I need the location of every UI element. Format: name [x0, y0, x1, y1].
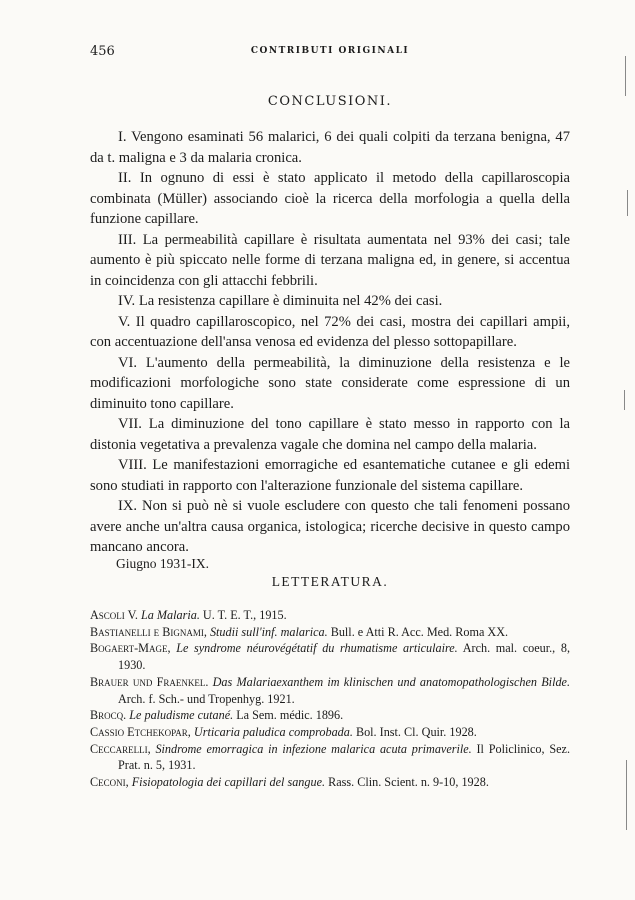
reference-entry: [90, 640, 570, 673]
scan-edge-mark: [624, 390, 625, 410]
conclusion-paragraph: V. Il quadro capillaroscopico, nel 72% dei casi, mostra dei capillari ampii, con accentuazione dell'ansa venosa ed evidenza del plesso sottopapillare.: [90, 313, 570, 350]
date-line: Giugno 1931-IX.: [116, 556, 209, 571]
scan-edge-mark: [626, 760, 627, 830]
reference-title: Le syndrome néurovégétatif du rhumatisme articulaire.: [176, 641, 458, 656]
reference-author: Brocq.: [90, 708, 127, 723]
conclusion-paragraph: III. La permeabilità capillare è risultata aumentata nel 93% dei casi; tale aumento è più spiccato nelle forme di terzana maligna ed, in genere, si accentua in coincidenza con gli attacchi febbrili.: [90, 231, 570, 289]
conclusions-list: [90, 127, 570, 558]
reference-title: Le paludisme cutané.: [129, 708, 234, 723]
reference-title: La Malaria.: [140, 608, 200, 622]
reference-author: Ceccarelli,: [90, 741, 151, 756]
reference-entry: [90, 707, 570, 724]
literature-title: LETTERATURA.: [271, 574, 389, 589]
running-title: CONTRIBUTI ORIGINALI: [250, 46, 410, 56]
reference-author: Ceconi,: [90, 775, 129, 790]
conclusion-paragraph: I. Vengono esaminati 56 malarici, 6 dei quali colpiti da terzana benigna, 47 da t. maligna e 3 da malaria cronica.: [90, 129, 570, 166]
reference-entry: [90, 774, 570, 791]
reference-author: Brauer und Fraenkel.: [90, 674, 209, 689]
reference-entry: [90, 607, 570, 624]
page-number: 456: [90, 44, 115, 59]
reference-source: Arch. f. Sch.- und Tropenhyg. 1921.: [118, 691, 295, 706]
reference-entry: [90, 624, 570, 641]
reference-title: Sindrome emorragica in infezione malarica acuta primaverile.: [155, 741, 472, 756]
reference-source: La Sem. médic. 1896.: [236, 708, 344, 723]
reference-entry: [90, 724, 570, 741]
conclusion-paragraph: IV. La resistenza capillare è diminuita nel 42% dei casi.: [118, 293, 443, 309]
reference-title: Studii sull'inf. malarica.: [209, 624, 328, 639]
reference-author: Bastianelli e Bignami,: [90, 624, 207, 639]
reference-source: Bull. e Atti R. Acc. Med. Roma XX.: [330, 624, 509, 639]
reference-title: Das Malariaexanthem im klinischen und anatomopathologischen Bilde.: [212, 674, 571, 689]
reference-author: Bogaert-Mage,: [90, 641, 171, 656]
scan-edge-mark: [627, 190, 628, 216]
reference-list: [90, 607, 570, 791]
reference-entry: [90, 741, 570, 774]
reference-author: Cassio Etchekopar,: [90, 724, 191, 739]
reference-source: Il Policlinico, Sez. Prat. n. 5, 1931.: [118, 741, 570, 773]
page-header: [90, 44, 570, 64]
reference-source: Bol. Inst. Cl. Quir. 1928.: [355, 724, 477, 739]
reference-source: U. T. E. T., 1915.: [202, 608, 287, 622]
conclusion-paragraph: IX. Non si può nè si vuole escludere con questo che tali fenomeni possano avere anche un'altra causa organica, istologica; ricerche decisive in questo campo mancano ancora.: [90, 498, 570, 555]
conclusion-paragraph: VIII. Le manifestazioni emorragiche ed esantematiche cutanee e gli edemi sono studiati in rapporto con l'alterazione funzionale del sistema capillare.: [90, 457, 570, 494]
reference-author: Ascoli V.: [90, 608, 138, 622]
reference-title: Urticaria paludica comprobada.: [193, 724, 353, 739]
reference-title: Fisiopatologia dei capillari del sangue.: [131, 775, 326, 790]
scan-edge-mark: [625, 56, 626, 96]
conclusion-paragraph: VI. L'aumento della permeabilità, la diminuzione della resistenza e le modificazioni morfologiche sono state considerate come espressione di un diminuito tono capillare.: [90, 354, 570, 412]
conclusion-paragraph: VII. La diminuzione del tono capillare è stato messo in rapporto con la distonia vegetativa a prevalenza vagale che domina nel campo della malaria.: [90, 416, 570, 453]
reference-source: Arch. mal. coeur., 8, 1930.: [118, 641, 571, 673]
reference-entry: [90, 674, 570, 707]
conclusion-paragraph: II. In ognuno di essi è stato applicato il metodo della capillaroscopia combinata (Müller) associando cioè la ricerca della morfologia a quella della funzione capillare.: [90, 170, 570, 227]
section-title: CONCLUSIONI.: [267, 94, 393, 109]
reference-source: Rass. Clin. Scient. n. 9-10, 1928.: [328, 775, 489, 790]
